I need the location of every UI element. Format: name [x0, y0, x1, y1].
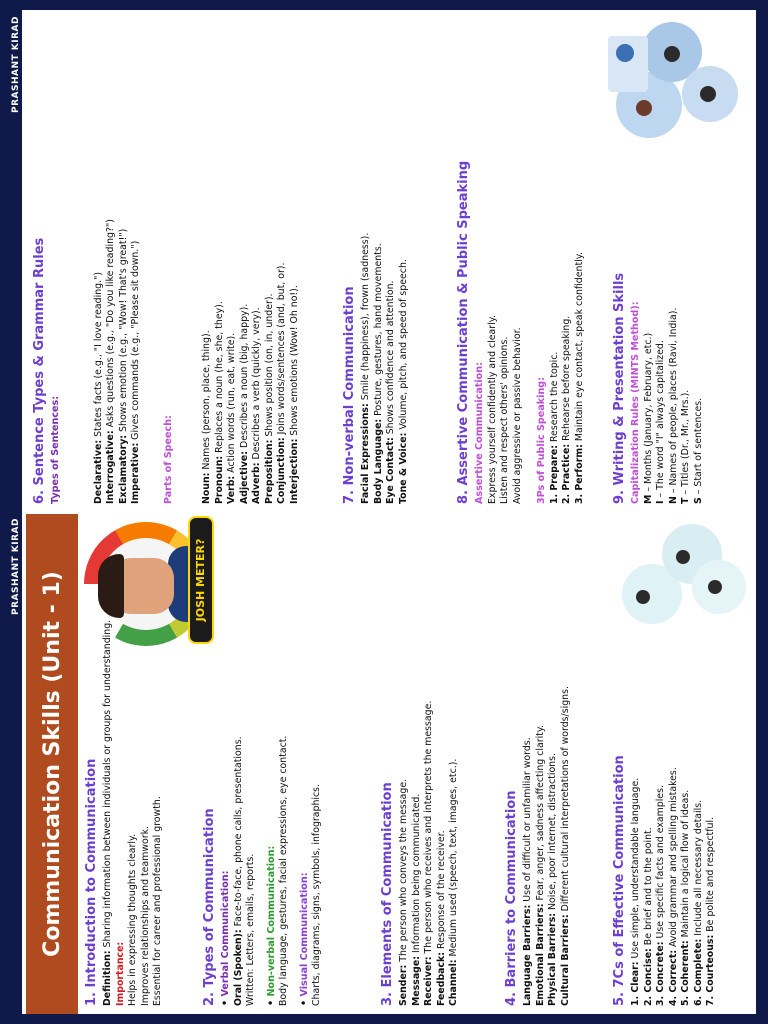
item-term: Preposition: — [263, 439, 275, 504]
item-text: Research the topic. — [548, 351, 560, 443]
item-term: Feedback: — [435, 951, 447, 1006]
item-term: Physical Barriers: — [547, 912, 558, 1006]
item-term: Adjective: — [238, 450, 250, 504]
text-line — [524, 14, 536, 504]
item-text: Volume, pitch, and speed of speech. — [397, 259, 409, 430]
text-line: Assertive Communication: — [474, 362, 485, 504]
item-text: Be brief and to the point. — [642, 827, 654, 946]
item-term: 2. Practice: — [561, 443, 572, 504]
item-text: Shows position (on, in, under). — [263, 293, 275, 437]
text-line — [226, 14, 239, 504]
item-text: – Months (January, February, etc.) — [642, 332, 654, 492]
section-sentence-types — [32, 14, 301, 504]
text-line — [291, 666, 299, 1006]
item-term: M — [642, 494, 654, 504]
item-text: Sharing information between individuals or groups for understanding. — [102, 619, 113, 948]
page-title: Communication Skills (Unit - 1) — [26, 514, 78, 1014]
item-text: – Names of people, places (Ravi, India). — [667, 307, 679, 494]
text-line: Helps in expressing thoughts clearly. — [127, 833, 138, 1006]
text-line — [373, 14, 386, 504]
item-term: 1. Clear: — [630, 961, 641, 1006]
item-term: Interrogative: — [105, 430, 116, 504]
item-text: Smile (happiness), frown (sadness). — [360, 232, 371, 401]
people-illustration — [612, 516, 752, 634]
text-line — [398, 516, 411, 1006]
item-term: Eye Contact: — [385, 437, 396, 504]
text-line — [668, 646, 681, 1006]
item-text: Different cultural interpretations of words/signs. — [559, 686, 571, 912]
item-term: Exclamatory: — [117, 434, 129, 504]
item-term: 3. Concrete: — [655, 941, 666, 1006]
text-line: Body language, gestures, facial expressions, eye contact. — [278, 735, 289, 1006]
section-heading: 6. Sentence Types & Grammar Rules — [32, 237, 47, 504]
item-term: 5. Coherent: — [680, 940, 691, 1006]
item-text: Medium used (speech, text, images, etc.). — [448, 758, 459, 957]
illustration-shape — [708, 580, 722, 594]
item-text: Fear, anger, sadness affecting clarity. — [534, 724, 546, 901]
text-line — [105, 14, 118, 504]
item-text: Asks questions (e.g., "Do you like reading?") — [105, 219, 116, 428]
text-line: Avoid aggressive or passive behavior. — [511, 327, 523, 504]
item-term: N — [667, 496, 679, 504]
text-line — [643, 144, 656, 504]
section-nonverbal — [342, 14, 410, 504]
item-term: S — [692, 497, 704, 504]
section-heading: 7. Non-verbal Communication — [342, 286, 357, 504]
text-line — [175, 14, 201, 504]
item-text: Shows emotion (e.g., "Wow! That's great!") — [117, 228, 129, 432]
item-text: Avoid grammar and spelling mistakes. — [667, 767, 679, 947]
presentation-illustration — [602, 14, 752, 152]
text-line — [448, 516, 461, 1006]
top-bar — [12, 512, 22, 1014]
text-line — [258, 666, 266, 1006]
text-line — [522, 516, 535, 1006]
section-heading: 3. Elements of Communication — [380, 782, 395, 1006]
illustration-shape — [664, 46, 680, 62]
item-text: The person who receives and interprets the message. — [423, 700, 434, 954]
item-term: Oral (Spoken): — [232, 929, 244, 1006]
text-line — [214, 14, 227, 504]
illustration-shape — [616, 44, 634, 62]
text-line — [102, 516, 115, 1006]
item-term: I — [655, 500, 666, 504]
section-heading: 8. Assertive Communication & Public Speaking — [456, 160, 471, 504]
text-line: Types of Sentences: — [50, 395, 61, 504]
text-line — [535, 516, 548, 1006]
text-line — [239, 14, 252, 504]
item-text: Shows confidence and attention. — [385, 280, 396, 435]
item-text: Information being communicated. — [410, 793, 422, 954]
left-panel — [12, 512, 756, 1014]
item-text: Use simple, understandable language. — [630, 777, 641, 959]
item-text: Use specific facts and examples. — [655, 785, 666, 939]
section-assertive — [456, 14, 586, 504]
item-text: States facts (e.g., "I love reading.") — [92, 271, 104, 437]
text-line: Improves relationships and teamwork. — [139, 826, 151, 1006]
section-elements — [380, 516, 461, 1006]
top-bar — [12, 10, 22, 512]
item-term: Body Language: — [372, 418, 384, 504]
item-term: Channel: — [448, 959, 459, 1006]
text-line — [360, 14, 373, 504]
text-line — [549, 14, 562, 504]
text-line — [630, 646, 643, 1006]
text-line — [655, 144, 668, 504]
section-heading: 4. Barriers to Communication — [504, 790, 519, 1006]
section-heading: 2. Types of Communication — [202, 808, 217, 1006]
item-term: Verb: — [226, 475, 237, 504]
right-panel — [12, 10, 756, 512]
text-line: 3Ps of Public Speaking: — [536, 377, 547, 504]
item-text: Describes a verb (quickly, very). — [251, 307, 262, 460]
text-line — [201, 14, 214, 504]
text-line — [143, 14, 163, 504]
item-term: Language Barriers: — [522, 904, 533, 1006]
item-term: Message: — [410, 956, 422, 1006]
item-term: 6. Complete: — [692, 938, 704, 1006]
text-line — [436, 516, 449, 1006]
item-text: – Titles (Dr., Mr., Mrs.). — [680, 389, 691, 495]
item-text: Describes a noun (big, happy). — [238, 303, 250, 448]
item-text: Replaces a noun (he, she, they). — [213, 301, 225, 453]
item-text: Use of difficult or unfamiliar words. — [522, 737, 533, 902]
item-term: 7. Courteous: — [705, 934, 716, 1006]
illustration-shape — [676, 550, 690, 564]
illustration-shape — [636, 100, 652, 116]
item-text: Noise, poor internet, distractions. — [547, 753, 558, 910]
item-text: Maintain eye contact, speak confidently. — [573, 252, 585, 442]
item-term: 4. Correct: — [667, 949, 679, 1006]
nonverbal-label: • Non-verbal Communication: — [266, 666, 279, 1006]
section-writing — [612, 144, 705, 504]
item-text: Be polite and respectful. — [705, 816, 716, 932]
item-text: Maintain a logical flow of ideas. — [680, 789, 691, 938]
item-text: Names (person, place, thing). — [201, 330, 212, 470]
section-barriers — [504, 516, 572, 1006]
text-line — [574, 14, 587, 504]
text-line — [561, 14, 574, 504]
text-line: Capitalization Rules (MINTS Method): — [630, 301, 641, 504]
text-line — [264, 14, 277, 504]
item-term: Adverb: — [251, 462, 262, 504]
item-text: Face-to-face, phone calls, presentations. — [232, 736, 244, 927]
item-text: The person who conveys the message. — [398, 778, 409, 962]
item-term: Noun: — [201, 472, 212, 504]
text-line — [276, 14, 289, 504]
text-line: Essential for career and professional growth. — [152, 796, 163, 1006]
item-text: Posture, gestures, hand movements. — [372, 243, 384, 416]
text-line — [411, 516, 424, 1006]
text-line: Written: Letters, emails, reports. — [245, 853, 256, 1006]
verbal-label: • Verbal Communication: — [220, 666, 233, 1006]
item-term: Sender: — [398, 964, 409, 1006]
text-line — [398, 14, 411, 504]
text-line — [118, 14, 131, 504]
item-text: Action words (run, eat, write). — [226, 332, 237, 473]
text-line: Listen and respect others' opinions. — [499, 336, 510, 504]
item-text: – The word "I" always capitalized. — [655, 340, 666, 498]
item-term: Cultural Barriers: — [559, 914, 571, 1006]
text-line — [233, 666, 246, 1006]
section-heading: 9. Writing & Presentation Skills — [612, 272, 627, 504]
visual-label: • Visual Communication: — [299, 666, 312, 1006]
text-line — [643, 646, 656, 1006]
text-line — [680, 144, 693, 504]
item-term: Facial Expressions: — [360, 403, 371, 504]
illustration-shape — [636, 590, 650, 604]
item-term: Conjunction: — [276, 437, 287, 504]
item-text: – Start of sentences. — [692, 397, 704, 495]
text-line — [423, 516, 436, 1006]
text-line — [668, 144, 681, 504]
illustration-shape — [700, 86, 716, 102]
section-types — [202, 666, 324, 1006]
text-line — [705, 646, 718, 1006]
text-line — [693, 144, 706, 504]
text-line — [289, 14, 302, 504]
item-text: Joins words/sentences (and, but, or). — [276, 262, 287, 435]
text-line — [251, 14, 264, 504]
item-term: Pronoun: — [213, 455, 225, 504]
text-line: Parts of Speech: — [162, 415, 174, 504]
item-text: Gives commands (e.g., "Please sit down.") — [130, 240, 141, 440]
section-heading: 5. 7Cs of Effective Communication — [612, 755, 627, 1006]
item-text: Include all necessary details. — [692, 799, 704, 936]
brand-label: PRASHANT KIRAD — [11, 16, 21, 113]
section-heading: 1. Introduction to Communication — [84, 758, 99, 1006]
text-line — [385, 14, 398, 504]
item-term: Interjection: — [288, 438, 300, 504]
text-line — [655, 646, 668, 1006]
text-line — [63, 14, 93, 504]
item-text: Shows emotions (Wow! Oh no!). — [288, 285, 300, 436]
item-term: T — [680, 497, 691, 504]
document-page — [12, 10, 756, 1014]
text-line — [547, 516, 560, 1006]
text-line — [560, 516, 573, 1006]
text-line — [93, 14, 106, 504]
item-term: Tone & Voice: — [397, 432, 409, 504]
importance-label: Importance: — [114, 941, 126, 1006]
text-line: Charts, diagrams, signs, symbols, infographics. — [311, 783, 322, 1006]
text-line — [693, 646, 706, 1006]
item-term: 1. Prepare: — [548, 445, 560, 504]
brand-label: PRASHANT KIRAD — [11, 518, 21, 615]
item-term: Imperative: — [130, 442, 141, 504]
item-term: 3. Perform: — [573, 444, 585, 504]
section-7cs — [612, 646, 718, 1006]
text-line — [130, 14, 143, 504]
item-term: Emotional Barriers: — [534, 903, 546, 1006]
landscape-sheet — [12, 10, 756, 1014]
item-term: 2. Concise: — [642, 948, 654, 1006]
josh-meter-label: JOSH METER? — [188, 516, 214, 644]
item-term: Declarative: — [92, 439, 104, 504]
item-text: Rehearse before speaking. — [561, 315, 572, 441]
item-text: Response of the receiver. — [435, 830, 447, 949]
section-introduction — [84, 516, 165, 1006]
text-line — [680, 646, 693, 1006]
item-term: Receiver: — [423, 956, 434, 1006]
text-line: Express yourself confidently and clearly. — [486, 315, 498, 504]
item-term: Definition: — [102, 950, 113, 1006]
